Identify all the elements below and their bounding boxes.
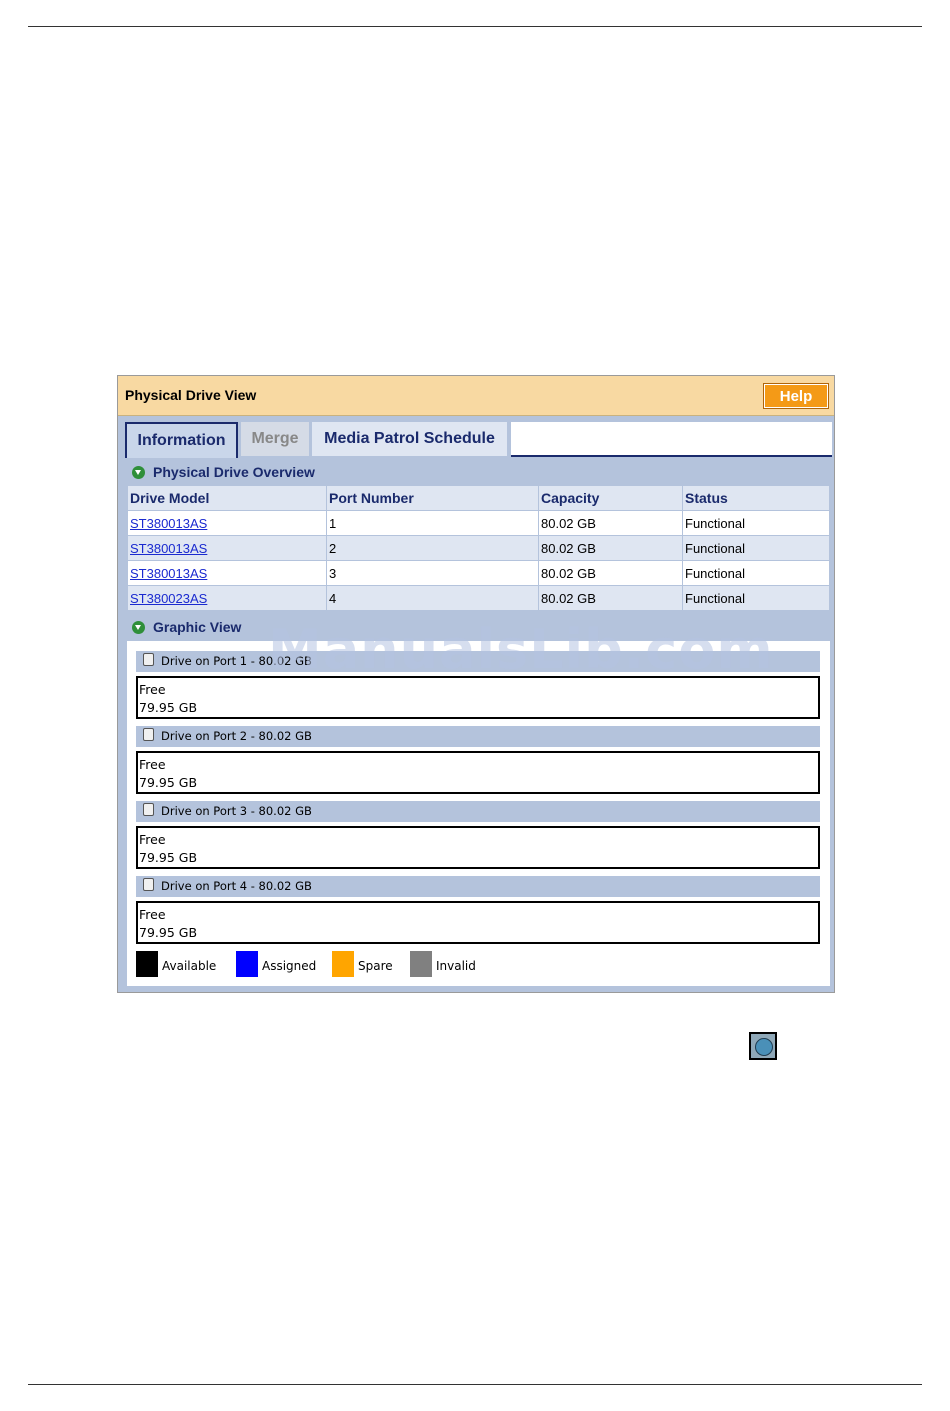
drive-header-label: Drive on Port 1 - 80.02 GB: [161, 654, 312, 668]
tab-bar: [125, 422, 833, 458]
drive-header: [136, 801, 820, 822]
watermark: ManualsLib.com: [268, 618, 774, 681]
overview-heading: Physical Drive Overview: [153, 464, 315, 480]
segment-size: 79.95 GB: [139, 850, 198, 865]
segment-size: 79.95 GB: [139, 925, 198, 940]
overview-section-header[interactable]: [132, 464, 315, 480]
collapse-icon[interactable]: [132, 621, 145, 634]
legend-swatch: [410, 951, 432, 977]
monitor-icon: [749, 1032, 777, 1060]
column-header-drive-model: Drive Model: [128, 486, 327, 511]
segment-size: 79.95 GB: [139, 775, 198, 790]
drive-segment-bar[interactable]: [136, 826, 820, 869]
capacity-cell: 80.02 GB: [539, 536, 683, 561]
drive-header: [136, 726, 820, 747]
port-number-cell: 2: [327, 536, 539, 561]
legend-swatch: [332, 951, 354, 977]
disk-icon: [143, 803, 154, 816]
physical-drive-view-panel: [117, 375, 835, 993]
title-bar: [118, 376, 834, 416]
status-cell: Functional: [683, 511, 830, 536]
table-row: [128, 586, 830, 611]
drive-model-link[interactable]: ST380013AS: [130, 540, 208, 556]
status-cell: Functional: [683, 561, 830, 586]
drive-model-cell: [128, 586, 327, 611]
legend-label: Available: [162, 959, 217, 973]
legend-label: Assigned: [262, 959, 317, 973]
table-row: [128, 561, 830, 586]
drive-model-link[interactable]: ST380013AS: [130, 515, 208, 531]
segment-type: Free: [139, 832, 166, 847]
capacity-cell: 80.02 GB: [539, 511, 683, 536]
monitor-icon-face: [755, 1038, 773, 1056]
disk-icon: [143, 653, 154, 666]
drive-model-cell: [128, 536, 327, 561]
table-header-row: [128, 486, 830, 511]
panel-title: Physical Drive View: [125, 387, 257, 403]
tab-media-patrol-schedule[interactable]: Media Patrol Schedule: [312, 422, 507, 456]
segment-type: Free: [139, 757, 166, 772]
capacity-cell: 80.02 GB: [539, 586, 683, 611]
port-number-cell: 4: [327, 586, 539, 611]
disk-icon: [143, 878, 154, 891]
drive-overview-table: [127, 485, 830, 611]
legend-swatch: [236, 951, 258, 977]
segment-size: 79.95 GB: [139, 700, 198, 715]
graphic-view-area: [127, 641, 830, 986]
capacity-cell: 80.02 GB: [539, 561, 683, 586]
graphic-view-section-header[interactable]: [132, 619, 241, 635]
drive-segment-bar[interactable]: [136, 751, 820, 794]
drive-segment-bar[interactable]: [136, 901, 820, 944]
port-number-cell: 3: [327, 561, 539, 586]
tab-information[interactable]: Information: [125, 422, 238, 458]
tab-bar-fill: [511, 422, 832, 457]
bottom-rule: [28, 1384, 922, 1385]
tab-merge[interactable]: Merge: [241, 422, 309, 456]
segment-type: Free: [139, 907, 166, 922]
disk-icon: [143, 728, 154, 741]
drive-model-link[interactable]: ST380013AS: [130, 565, 208, 581]
legend-swatch: [136, 951, 158, 977]
drive-model-cell: [128, 561, 327, 586]
graphic-view-heading: Graphic View: [153, 619, 242, 635]
legend-label: Spare: [358, 959, 393, 973]
top-rule: [28, 26, 922, 27]
drive-header: [136, 876, 820, 897]
column-header-capacity: Capacity: [539, 486, 683, 511]
drive-header-label: Drive on Port 3 - 80.02 GB: [161, 804, 312, 818]
help-button[interactable]: Help: [764, 384, 828, 408]
table-row: [128, 536, 830, 561]
collapse-icon[interactable]: [132, 466, 145, 479]
drive-header-label: Drive on Port 2 - 80.02 GB: [161, 729, 312, 743]
column-header-port-number: Port Number: [327, 486, 539, 511]
column-header-status: Status: [683, 486, 830, 511]
status-cell: Functional: [683, 586, 830, 611]
status-cell: Functional: [683, 536, 830, 561]
drive-header-label: Drive on Port 4 - 80.02 GB: [161, 879, 312, 893]
table-row: [128, 511, 830, 536]
drive-segment-bar[interactable]: [136, 676, 820, 719]
legend-label: Invalid: [436, 959, 476, 973]
drive-model-link[interactable]: ST380023AS: [130, 590, 208, 606]
port-number-cell: 1: [327, 511, 539, 536]
drive-model-cell: [128, 511, 327, 536]
segment-type: Free: [139, 682, 166, 697]
